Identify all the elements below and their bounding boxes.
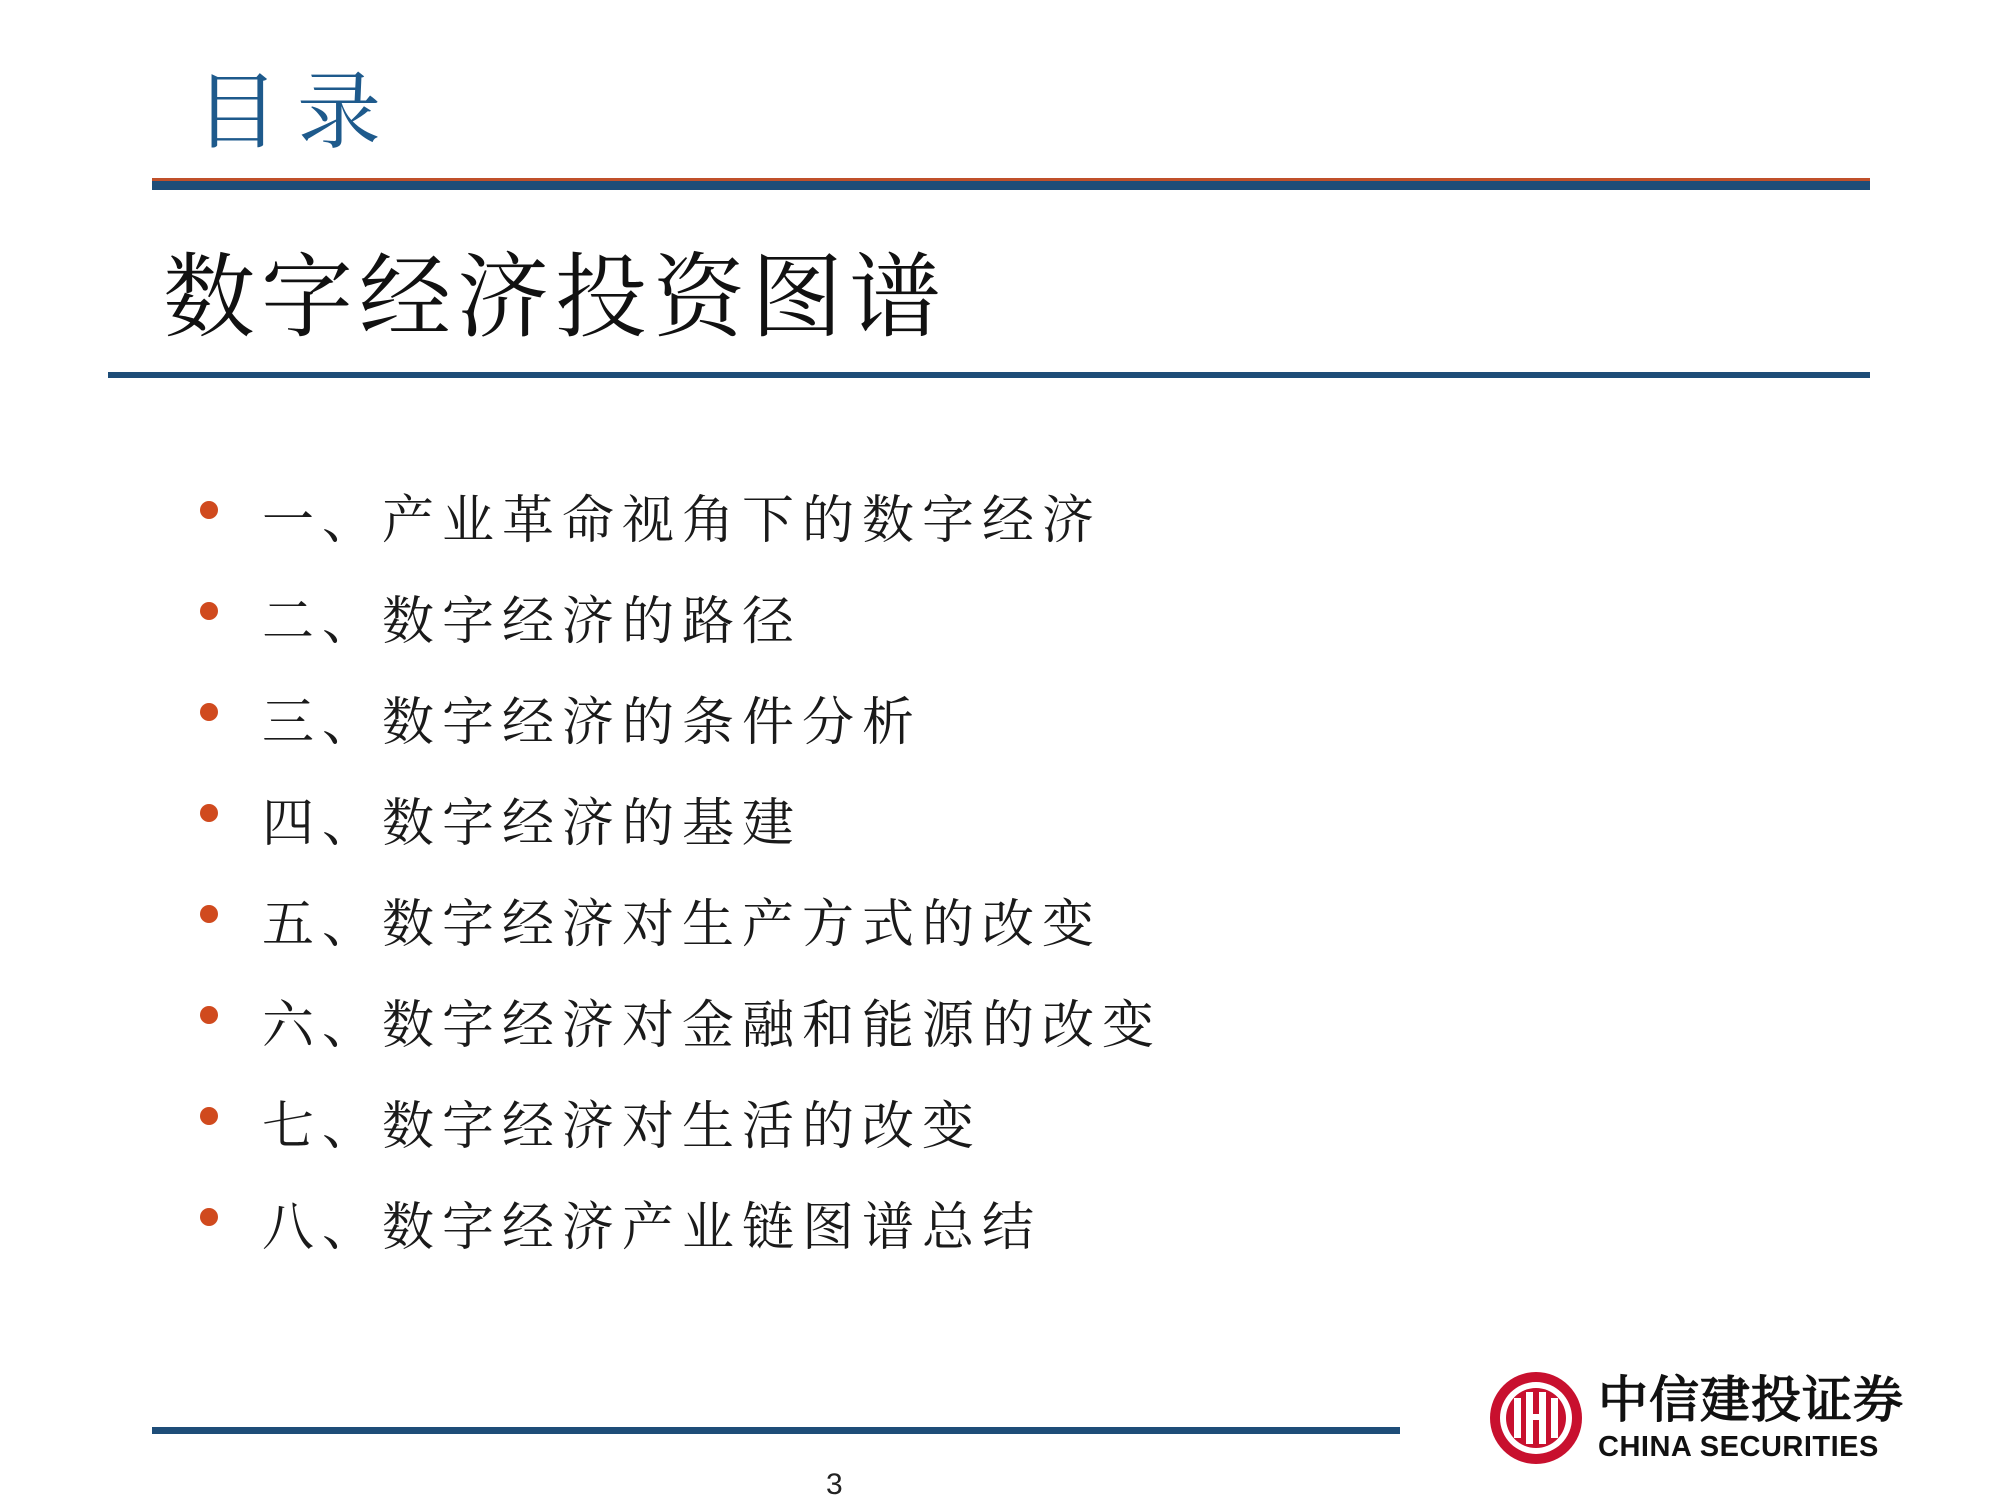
title-divider: [108, 372, 1870, 378]
toc-item[interactable]: [200, 571, 1162, 672]
logo-text: [1598, 1370, 1904, 1463]
bullet-icon: [200, 1006, 218, 1024]
logo-name-cn: 中信建投证券: [1598, 1370, 1904, 1429]
citic-logo-icon: [1486, 1368, 1586, 1468]
toc-item[interactable]: [200, 1076, 1162, 1177]
toc-item-label: 五、数字经济对生产方式的改变: [262, 894, 1103, 955]
toc-item[interactable]: [200, 975, 1162, 1076]
logo-name-en: CHINA SECURITIES: [1598, 1430, 1879, 1463]
bullet-icon: [200, 703, 218, 721]
bullet-icon: [200, 804, 218, 822]
slide-title: 数字经济投资图谱: [163, 244, 948, 351]
toc-item[interactable]: [200, 470, 1162, 571]
toc-item[interactable]: [200, 874, 1162, 975]
toc-item[interactable]: [200, 672, 1162, 773]
bullet-icon: [200, 1107, 218, 1125]
toc-item-label: 一、产业革命视角下的数字经济: [262, 490, 1103, 551]
toc-heading: 目录: [195, 63, 400, 161]
footer-divider: [152, 1427, 1400, 1434]
toc-item-label: 六、数字经济对金融和能源的改变: [262, 995, 1163, 1056]
toc-item[interactable]: [200, 773, 1162, 874]
page-number: 3: [826, 1468, 843, 1501]
bullet-icon: [200, 501, 218, 519]
toc-item[interactable]: [200, 1177, 1162, 1278]
toc-item-label: 二、数字经济的路径: [262, 591, 803, 652]
bullet-icon: [200, 602, 218, 620]
toc-item-label: 四、数字经济的基建: [262, 793, 803, 854]
bullet-icon: [200, 905, 218, 923]
toc-item-label: 三、数字经济的条件分析: [262, 692, 923, 753]
toc-item-label: 八、数字经济产业链图谱总结: [262, 1197, 1043, 1258]
header-divider: [152, 178, 1870, 190]
toc-item-label: 七、数字经济对生活的改变: [262, 1096, 983, 1157]
bullet-icon: [200, 1208, 218, 1226]
toc-list: [200, 470, 1162, 1278]
company-logo: [1486, 1368, 1904, 1468]
